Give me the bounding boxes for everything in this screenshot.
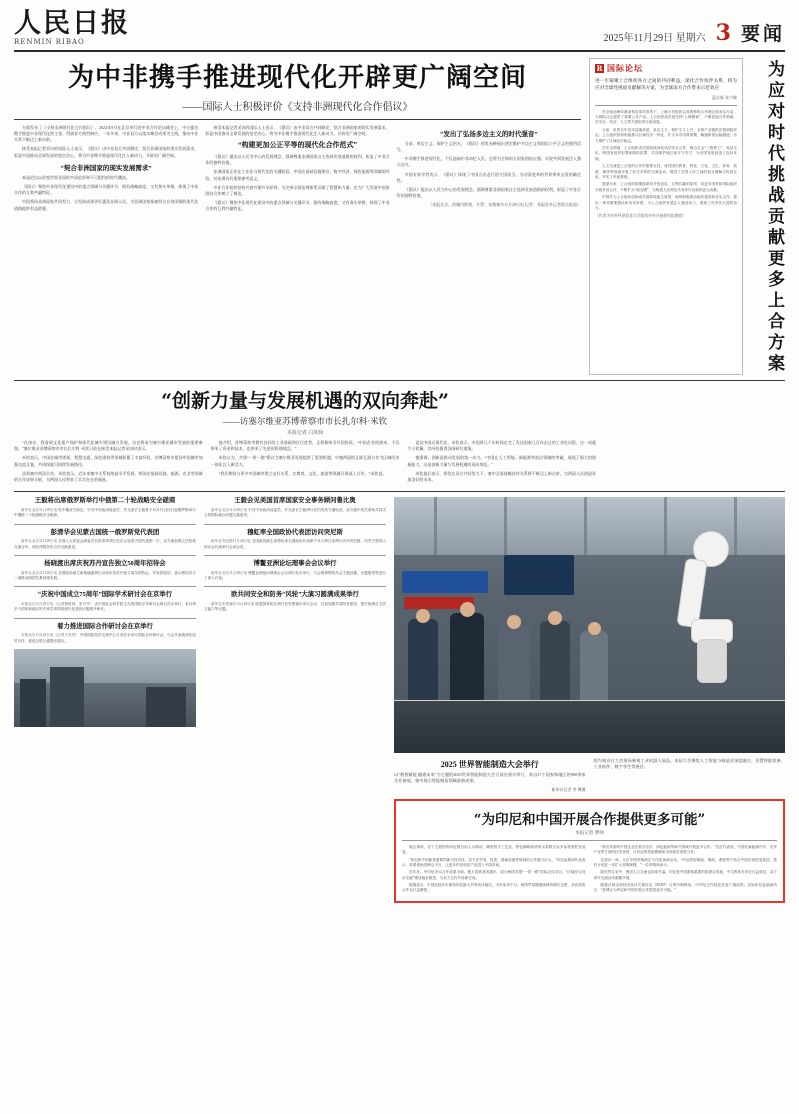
lead-para: 方面发布了《支持非洲现代化合作倡议》。2024年9月在北京举行的中非合作论坛峰会上，中方提出携手推进中非现代化的主张，得到非方热烈响应。一年多来，中非双方以落实峰会成果为主线，推动中非关系不断迈上新台阶。 <box>14 124 199 143</box>
lead-column-1 <box>14 125 198 216</box>
news-brief <box>204 591 386 612</box>
lead-para: 当前，单边主义、保护主义抬头，《倡议》的发布释放出坚定维护多边主义和国际公平正义的强烈信号。 <box>396 140 581 153</box>
brief-title: 彭清华会见蒙古国统一俄罗斯党代表团 <box>50 528 160 536</box>
expo-photo-caption: 以“数智赋能 融通未来”为主题的2025世界智能制造大会日前在南京举行，来自27个国家和地区的900余家企业参展，集中展示智能制造领域最新成果。 <box>394 772 586 784</box>
interview-headline: “创新力量与发展机遇的双向奔赴” <box>161 390 449 412</box>
feature-para: 随着区域全面经济伙伴关系协定（RCEP）红利不断释放，中印尼合作将迎来更广阔前景。正如印尼参展商所言：“进博会为印尼和中国开展合作提供更多可能。” <box>593 883 777 893</box>
interview-subhead: ——访塞尔维亚苏博蒂察市市长扎尔科·米钦 <box>222 416 388 426</box>
brief-dateline: 新华社布鲁塞尔11月28日电 <box>211 602 255 607</box>
top-zone <box>14 58 785 375</box>
divider <box>595 105 737 106</box>
divider <box>14 586 196 587</box>
lead-headline: 为中非携手推进现代化开辟更广阔空间 <box>67 63 527 93</box>
lead-para: 《倡议》聚焦中非现代化建设中的重点领域与关键环节，既有战略高度，又有务实举措，体现了中非合作的互利共赢特征。 <box>14 184 199 196</box>
brief-dateline: 新华社突尼斯11月28日电 <box>211 539 251 544</box>
feature-para: 展会现场，位于主展馆的印尼展台前人头攒动，精美的手工艺品、特色咖啡和热带水果吸引众多参观者驻足品鉴。 <box>402 844 586 855</box>
forum-para: 展望未来，上合组织将继续秉持开放包容、互利共赢的原则，同更多国家和国际组织开展对话合作，不断扩大“朋友圈”，为构建人类命运共同体作出新的更大贡献。 <box>595 182 737 192</box>
interview-column-3 <box>407 440 596 486</box>
international-forum-rail <box>589 58 785 375</box>
news-brief <box>14 591 196 612</box>
bottom-zone <box>14 497 785 903</box>
forum-body <box>595 110 737 212</box>
highlighted-feature-article <box>394 799 785 903</box>
lead-columns <box>14 125 581 216</box>
issue-date: 2025年11月29日 星期六 <box>603 33 706 44</box>
news-brief <box>204 560 386 581</box>
brief-text: 由中国社会科学院主办的国际学术研讨会28日在京举行，来自20多个国家和地区的专家学者围绕现代化建设议题展开研讨。 <box>14 602 196 612</box>
lead-para: 中非合作始终坚持共商共建共享原则，为完善全球治理体系贡献了智慧和力量，也为广大发展中国家团结合作树立了典范。 <box>205 184 390 196</box>
interview-byline: 本报记者 白凤仙 <box>286 431 324 436</box>
news-brief <box>14 529 196 550</box>
masthead-right <box>604 22 785 46</box>
photo-and-feature <box>394 497 785 903</box>
divider <box>402 840 777 841</box>
forum-byline: 蓝庆新 张少峰 <box>712 94 737 100</box>
forum-para: 当前，世界百年变局加速演进，单边主义、保护主义上升，全球产业链供应链面临冲击。上合组织国家积极推动区域经济一体化，扩大本币结算规模，畅通跨境运输通道，有力维护了区域经济稳定。 <box>595 127 737 143</box>
forum-vertical-headline: 为应对时代挑战贡献更多上合方案 <box>764 60 784 375</box>
lead-para: 本届论坛以改变世界各国的共同追求和不可阻挡的时代潮流。 <box>22 174 130 180</box>
lead-endnote: （本报北京、约翰内斯堡、开罗、布鲁塞尔11月28日电 记者：本报驻外记者联合报道） <box>428 202 581 208</box>
divider <box>14 119 581 120</box>
brief-text: 全国人大常委会副委员长彭清华28日在京会见蒙古国代表团一行，双方就加强立法机构交流合作、深化两国务实合作交换意见。 <box>14 539 196 549</box>
interview-para: 他强调，创新是推动发展的第一动力。“中国在人工智能、新能源等前沿领域的突破，展现了强大的创新能力，这是创新力量与发展机遇的双向奔赴。” <box>407 455 597 467</box>
forum-lead: 进一步凝聚上合组织各方之间的共同利益，深化合作伙伴关系，将为应对全球性挑战贡献解决方案、为全球南方合作带来示范效应 <box>595 78 737 91</box>
feature-byline: 本报记者 曹师 <box>575 829 604 835</box>
interview-para: 米钦表示，中国在城市规划、智慧交通、绿色建筑等领域积累了丰富经验，苏博蒂察市愿同中国城市加强交流互鉴，共同探索可持续发展路径。 <box>14 455 203 467</box>
forum-badge-icon: R <box>596 64 603 73</box>
masthead <box>14 10 785 52</box>
lead-section-title-1: “契合非洲国家的现实发展需求” <box>60 164 152 172</box>
interview-para: “我们期待与更多中国城市建立友好关系，在教育、文化、旅游等领域开展深入合作。”米钦说。 <box>218 470 387 476</box>
interview-para: “在南京，我看到文化遗产保护和现代化城市建设融合发展，这也将成为塞尔维亚城市发展的重要参照。”塞尔维亚苏博蒂察市市长扎尔科·米钦日前在接受本报记者采访时表示。 <box>14 440 203 452</box>
city-photo <box>14 649 196 727</box>
feature-para: “我们希望同中国企业在数字经济、绿色能源等新兴领域开展更多合作。”这位代表说，中国在新能源汽车、光伏产业等方面的技术优势，与印尼的资源禀赋和市场需求高度互补。 <box>593 844 777 855</box>
lead-para: 多国专家学者表示，《倡议》体现了中国言出必行的大国担当，为动荡变革的世界带来宝贵的确定性。 <box>396 171 581 183</box>
forum-article <box>589 58 743 375</box>
divider <box>14 380 785 381</box>
brief-title: 欧共同安全和防务“风轮”大演习圆满成果举行 <box>231 591 359 599</box>
expo-photo <box>394 497 785 753</box>
brief-text: 经中俄双方商定，中共中央政治局委员、外交部长王毅将于12月1日至2日赴俄罗斯举行中俄第二十轮战略安全磋商。 <box>14 507 196 518</box>
feature-para: 近年来，中印尼务实合作成果丰硕。雅万高铁建成通车，成为两国共建“一带一路”的标志性项目；“区域综合经济走廊”建设稳步推进，为双方合作开辟新空间。 <box>402 870 586 880</box>
brief-dateline: 新华社北京11月28日电 <box>21 570 58 575</box>
forum-para: 人文交流是上合组织合作的重要支柱。成员国在教育、科技、文化、卫生、体育、旅游、媒体等领域开展了形式多样的交流活动，增进了各国人民之间的相互理解与传统友谊，夯实了民意基础。 <box>595 164 737 179</box>
lead-section-title-3: “发出了弘扬多边主义的时代强音” <box>440 130 538 138</box>
feature-para: 除经贸往来外，两国人文交流也持续升温。印尼是中国游客重要的旅游目的地，中文教育在印尼日益普及，双方青年交流活动频繁开展。 <box>593 870 777 880</box>
interview-columns <box>14 440 596 486</box>
news-brief <box>204 497 386 518</box>
brief-dateline: 本报北京11月28日电（记者曹树林、张丹华） <box>21 602 94 607</box>
logo-text: 人民日报 <box>14 8 130 39</box>
lead-para: 接受本报记者采访的国际人士表示，《倡议》由中非双方共同制定，契合非洲国家的现实发展需求，彰显中国推动全球发展的坚定决心，将为中非携手推进现代化注入新动力、开辟更广阔空间。 <box>14 146 199 158</box>
forum-footnote: （作者为对外经济贸易大学国家对外开放研究院教授） <box>595 214 687 219</box>
page-section-label: 要闻 <box>740 24 785 45</box>
expo-photo-title: 2025 世界智能制造大会举行 <box>440 760 539 770</box>
divider <box>204 555 386 556</box>
lead-article <box>14 58 581 375</box>
briefs-column-2 <box>204 497 386 903</box>
lead-para: 《倡议》提出以人民为中心的发展理念，强调尊重非洲国家自主选择发展道路的权利，彰显了中非合作的独特价值。 <box>205 154 390 166</box>
brief-text: 中国国际经济交流中心日前在京举办国际合作研讨会，与会代表就深化经贸合作、促进互联互通提出建议。 <box>14 633 196 643</box>
feature-column-1 <box>402 845 586 896</box>
lead-para: 中非携手推进现代化，不仅造福中非29亿人民，也将为全球南方国家团结自强、实现共同发展注入强大动力。 <box>396 156 581 168</box>
brief-dateline: 新华社北京11月28日电 <box>211 507 248 512</box>
forum-para: 中国作为上合组织创始成员国和轮值主席国，始终积极推动组织建设和务实合作，提出一系列重要倡议和务实举措，为上合组织发展注入强劲动力，展现了负责任大国的担当。 <box>595 195 737 210</box>
brief-title: “庆祝中国成立75周年”国际学术研讨会在京举行 <box>37 591 173 599</box>
brief-title: 王毅将出席俄罗斯举行中俄第二十轮战略安全磋商 <box>34 497 176 505</box>
interview-column-2 <box>211 440 400 486</box>
forum-tag <box>595 63 737 74</box>
lead-section-title-2: “构建更加公正平等的现代化合作范式” <box>237 141 357 150</box>
interview-column-1 <box>14 440 203 486</box>
news-brief <box>204 529 386 550</box>
divider <box>14 555 196 556</box>
lead-para: 中国将同非洲国家共同努力，让发展成果更好惠及非洲人民，为非洲国家探索符合自身国情的现代化道路提供有益借鉴。 <box>14 199 199 211</box>
briefs-column-1 <box>14 497 196 903</box>
feature-headline: “为印尼和中国开展合作提供更多可能” <box>473 811 706 828</box>
interview-para: 谈及中国式现代化，米钦表示，中国用几十年时间走完了发达国家几百年走过的工业化历程，这一成就令人钦佩，其经验值得各国研究借鉴。 <box>407 440 597 452</box>
interview-para: 谈到塞中两国合作，米钦表示，近年来塞中关系持续高水平发展，两国在基础设施、能源、农业等领域的合作成果丰硕，为两国人民带来了实实在在的福祉。 <box>14 470 203 482</box>
divider <box>14 618 196 619</box>
brief-dateline: 新华社北京11月28日电 <box>21 539 58 544</box>
lead-para: 《倡议》聚焦中非现代化建设中的重点领域与关键环节，既有战略高度，又有务实举措，体现了中非合作的互利共赢特征。 <box>205 200 390 212</box>
divider <box>14 491 785 492</box>
forum-para: 在安全领域，上合组织成员国持续深化执法安全合作，联合打击“三股势力”、毒品走私、跨国有组织犯罪和网络犯罪，共同维护地区和平与安宁，为各国发展创造了良好环境。 <box>595 146 737 161</box>
feature-para: 在展台一角，几位中国采购商正与印尼客商洽谈。“印尼的棕榈油、橡胶、燕窝等产品在中国市场很受欢迎，我们计划进一步扩大采购规模。”一位采购商表示。 <box>593 857 777 867</box>
brief-title: 博鳌亚洲论坛理事会会议举行 <box>253 559 337 567</box>
brief-text: 全国政协副主席杨晓渡28日出席庆祝苏丹独立周年招待会，并致辞祝贺，表示愿同苏方一道推动两国关系持续发展。 <box>14 570 196 580</box>
brief-dateline: 新华社北京11月28日电 <box>21 507 58 512</box>
newspaper-logo <box>14 10 130 46</box>
brief-title: 王毅会见美国首席国家安全事务顾问鲁比奥 <box>234 497 356 505</box>
lead-column-3 <box>397 125 581 216</box>
feature-para: 数据显示，中国连续多年保持印尼最大贸易伙伴地位。今年前10个月，两国贸易额继续保持增长态势，双向投资合作也日益紧密。 <box>402 883 586 893</box>
forum-para: 在全球治理体系深刻变革的背景下，上海合作组织以其独特的合作理念和务实行动，为国际社会提供了重要公共产品。上合组织成员国坚持“上海精神”，不断拓展合作领域，在安全、经济、人文等方面取得丰硕成果。 <box>595 109 737 125</box>
lead-para: 接受本报记者采访的国际人士表示，《倡议》由中非双方共同制定，契合非洲国家的现实发展需求，彰显中国推动全球发展的坚定决心，将为中非携手推进现代化注入新动力、开辟更广阔空间。 <box>205 124 390 137</box>
lead-para: 《倡议》提出以人民为中心的发展理念，强调尊重非洲国家自主选择发展道路的权利，彰显了中非合作的独特价值。 <box>396 187 581 199</box>
brief-text: 博鳌亚洲论坛理事会会议28日在京举行，与会理事围绕年会主题设置、议题策划等进行了深入讨论。 <box>204 570 386 580</box>
page-number: 3 <box>715 20 731 46</box>
brief-title: 着力推进国际合作研讨会在京举行 <box>57 622 153 630</box>
interview-para: 米钦最后表示，相信在双方共同努力下，塞中全面战略伙伴关系将不断迈上新台阶，为两国人民创造更加美好的未来。 <box>407 470 597 482</box>
brief-title: 穆虹率全国政协代表团访问突尼斯 <box>247 528 343 536</box>
brief-dateline: 新华社北京11月28日电 <box>211 570 248 575</box>
expo-photo-credit: 新华社记者 李 博摄 <box>551 786 586 792</box>
interview-para: 他介绍，苏博蒂察市拥有良好的工业基础和区位优势，正积极吸引外国投资。“中国企业的到来，不仅带来了资金和技术，也带来了先进的管理理念。” <box>210 440 400 452</box>
robot-arm-exhibit <box>663 531 759 681</box>
brief-title: 杨晓渡出席庆祝苏丹宣告独立50周年招待会 <box>44 559 166 567</box>
divider <box>14 524 196 525</box>
lead-para: 非洲国家正处在工业化与现代化的关键阶段，中国在基础设施建设、数字经济、绿色能源等领域的经验，对非洲具有重要参考意义。 <box>205 169 390 181</box>
brief-text: 中共中央政治局委员、外交部长王毅28日应约同美方通电话，双方就中美关系和共同关心的国际地区问题交换意见。 <box>204 507 386 518</box>
news-brief <box>14 560 196 581</box>
brief-dateline: 本报北京11月28日电（记者王昊男） <box>21 633 79 638</box>
interview-para: 米钦认为，共建“一带一路”倡议为塞尔维亚发展提供了重要机遇，中塞两国的互联互通合作为区域经济一体化注入新活力。 <box>210 455 400 467</box>
forum-section-title: 国际论坛 <box>607 64 643 73</box>
expo-photo-side-caption: 图为观众在大会现场参观工业机器人展品。本届大会聚焦人工智能与制造业深度融合，设置智能装备、工业软件、数字孪生等展区。 <box>593 758 785 770</box>
brief-text: 欧盟国家防长28日在布鲁塞尔举行会议，讨论加强共同防务建设、提升欧洲自主防卫能力等议题。 <box>204 602 386 612</box>
brief-text: 全国政协副主席穆虹率全国政协代表团于11月26日至28日访问突尼斯，同突方领导人和议会代表举行会谈会见。 <box>204 539 386 549</box>
divider <box>204 586 386 587</box>
logo-pinyin: RENMIN RIBAO <box>14 38 85 46</box>
divider <box>204 524 386 525</box>
feature-para: “印尼和中国都是重要的新兴经济体，双方在贸易、投资、基础设施等领域的合作潜力巨大。”印尼参展商代表表示，希望借助进博会平台，让更多印尼优质产品进入中国市场。 <box>402 857 586 867</box>
feature-column-2 <box>594 845 778 896</box>
news-brief <box>14 497 196 518</box>
interview-article <box>14 386 596 486</box>
lead-column-2 <box>205 125 389 216</box>
news-brief <box>14 623 196 644</box>
lead-subhead: ——国际人士积极评价《支持非洲现代化合作倡议》 <box>182 101 413 113</box>
